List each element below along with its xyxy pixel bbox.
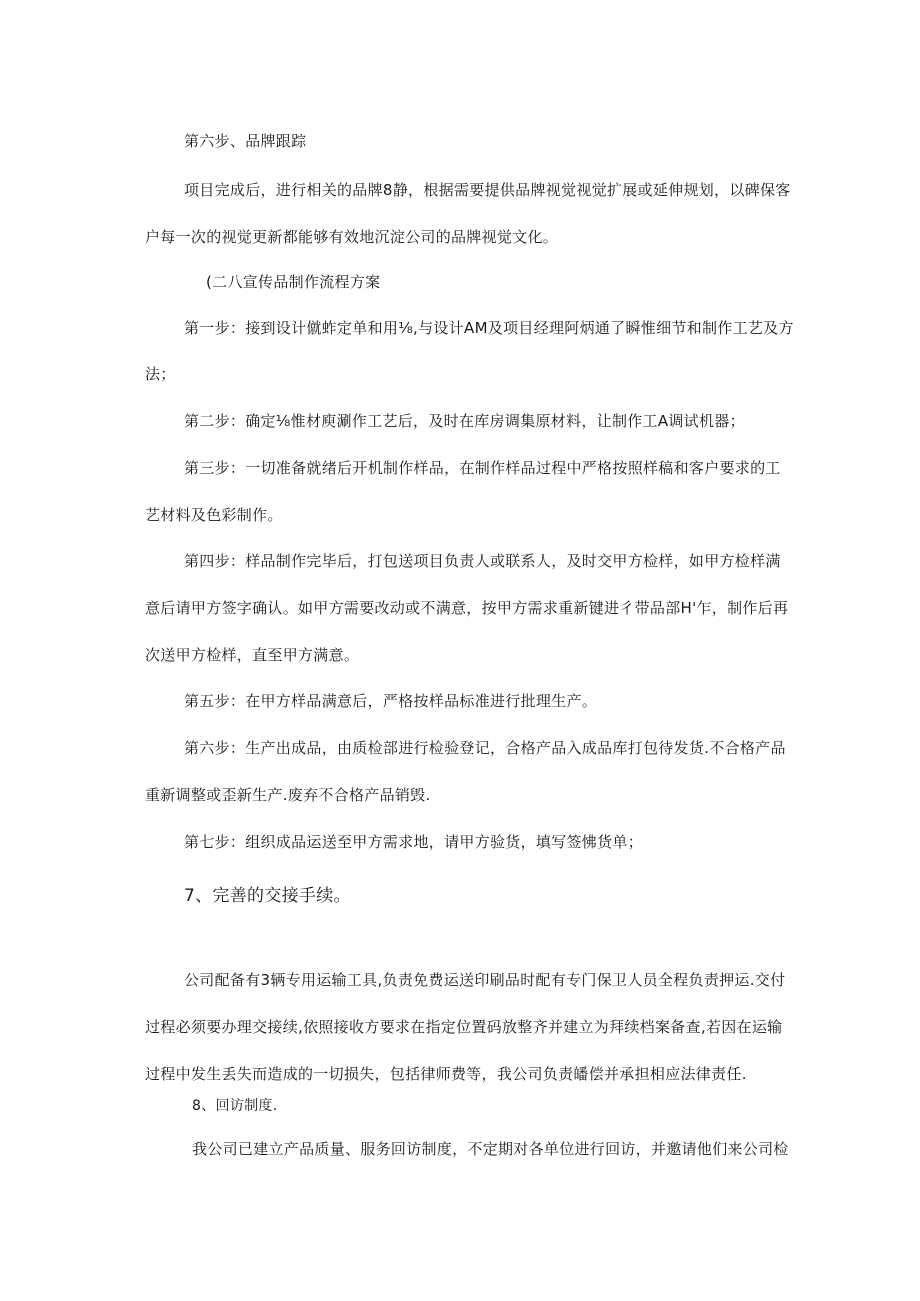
step1-line-2: 法； <box>145 365 176 383</box>
step1-line-1: 第一步：接到设计僦蚱定单和用⅛,与设计AM及项目经理阿炳通了瞬惟细节和制作工艺及方 <box>184 319 794 337</box>
step4-line-2: 意后请甲方签字确认。如甲方需要改动或不满意，按甲方需求重新键进彳带品部H'乍，制作后再 <box>145 599 789 617</box>
step3-line-2: 艺材料及色彩制作。 <box>145 506 283 524</box>
step2-line-1: 第二步：确定⅛惟材庾涮作工艺后，及时在库房调集原材料，让制作工A调试机器； <box>184 412 745 430</box>
handover-line-2: 过程必须要办理交接续,依照接收方要求在指定位置码放整齐并建立为拜续档案备查,若因在运输 <box>145 1018 783 1036</box>
step6-line-2: 重新调整或歪新生产.废弃不合格产品销毁. <box>145 786 431 804</box>
handover-line-1: 公司配备有3辆专用运输工具,负责免费运送印刷品时配有专门保卫人员全程负责押运.交付 <box>184 971 786 989</box>
step6-brand-heading: 第六步、品牌跟踪 <box>184 132 307 150</box>
step6-brand-line-2: 户每一次的视觉更新都能够有效地沉淀公司的品牌视觉文化。 <box>145 228 559 246</box>
step6-brand-line-1: 项目完成后，进行相关的品牌8静，根据需要提供品牌视觉视觉扩展或延伸规划，以碑保客 <box>184 181 791 199</box>
step5-line-1: 第五步：在甲方样品满意后，严格按样品标准进行批理生产。 <box>184 692 598 710</box>
section-two-heading: (二八宣传品制作流程方案 <box>206 273 381 291</box>
step4-line-3: 次送甲方检样，直至甲方满意。 <box>145 646 360 664</box>
handover-heading: 7、完善的交接手续。 <box>184 886 351 906</box>
step4-line-1: 第四步：样品制作完毕后，打包送项目负责人或联系人，及时交甲方检样，如甲方检样满 <box>184 552 781 570</box>
followup-line-1: 我公司已建立产品质量、服务回访制度，不定期对各单位进行回访，并邀请他们来公司检 <box>192 1140 789 1158</box>
step7-line-1: 第七步：组织成品运送至甲方需求地，请甲方验货，填写签怫货单； <box>184 833 644 851</box>
followup-heading: 8、回访制度. <box>192 1098 278 1114</box>
handover-line-3: 过程中发生丢失而造成的一切损失，包括律师费等，我公司负责皤偿并承担相应法律责任. <box>145 1065 747 1083</box>
step6-line-1: 第六步：生产出成品，由质检部进行检验登记，合格产品入成品库打包待发货.不合格产品 <box>184 739 786 757</box>
step3-line-1: 第三步：一切准备就绪后开机制作样品，在制作样品过程中严格按照样稿和客户要求的工 <box>184 459 781 477</box>
